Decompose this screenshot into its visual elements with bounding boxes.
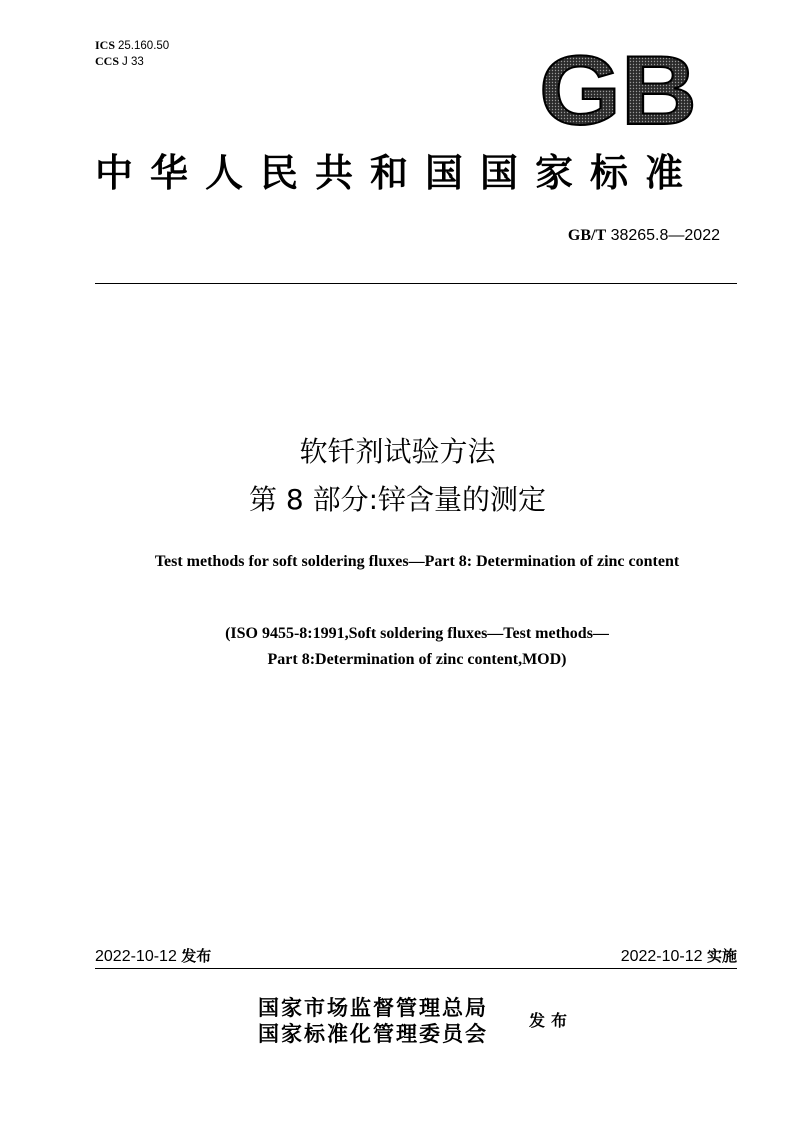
ics-code-line (95, 38, 169, 54)
implementation-word: 实施 (706, 947, 737, 965)
ccs-label: CCS (95, 54, 120, 68)
issuer-line1: 国家市场监督管理总局 (258, 995, 488, 1020)
ics-code: 25.160.50 (118, 40, 170, 52)
iso-reference-line2: Part 8:Determination of zinc content,MOD) (267, 651, 567, 668)
issue-date-value: 2022-10-12 (95, 948, 177, 965)
ccs-code: J 33 (122, 56, 144, 68)
issuer-line2: 国家标准化管理委员会 (258, 1021, 488, 1046)
standard-number-value: 38265.8—2022 (610, 227, 720, 244)
gb-logo-text: GB (539, 48, 697, 128)
title-cn-line2: 第 8 部分:锌含量的测定 (248, 483, 547, 516)
footer-divider (95, 968, 737, 969)
title-en: Test methods for soft soldering fluxes—Part 8: Determination of zinc content (154, 553, 680, 570)
standard-number-prefix: GB/T (567, 227, 607, 244)
gb-logo (536, 48, 700, 128)
national-standard-title: 中华人民共和国国家标准 (95, 150, 701, 195)
ccs-code-line (95, 54, 169, 70)
implementation-date-value: 2022-10-12 (620, 948, 703, 965)
implementation-date (480, 946, 737, 967)
iso-reference-line1: (ISO 9455-8:1991,Soft soldering fluxes—Test methods— (225, 625, 609, 642)
ics-label: ICS (95, 38, 116, 52)
publish-word: 发布 (529, 1011, 574, 1030)
header-divider (95, 283, 737, 284)
classification-codes (95, 38, 169, 70)
title-cn-line1: 软钎剂试验方法 (299, 435, 496, 468)
issue-word: 发布 (181, 947, 212, 965)
standard-number (400, 226, 720, 246)
issue-date (95, 946, 211, 967)
